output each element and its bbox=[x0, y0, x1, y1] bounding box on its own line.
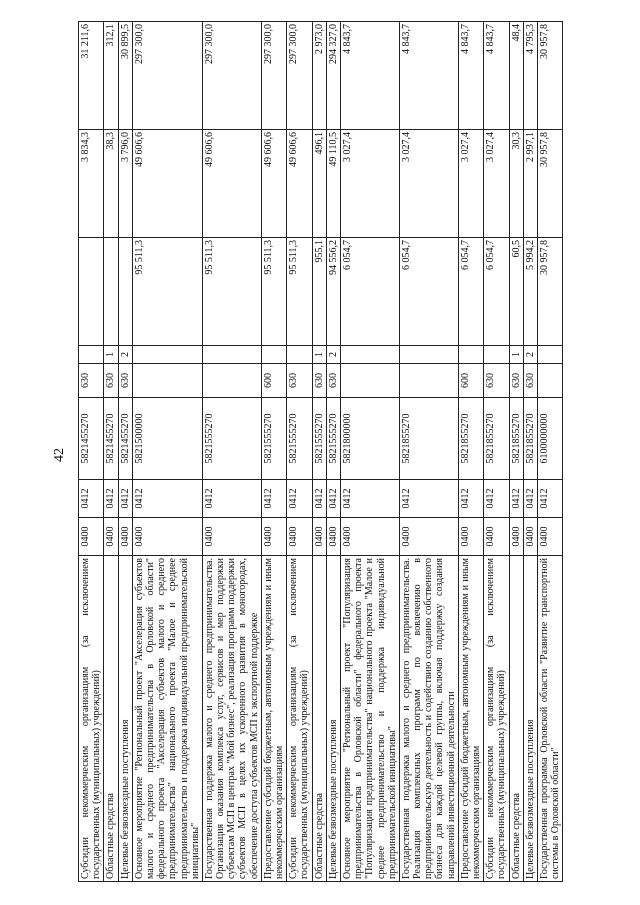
amount-year1-cell: 60,5 bbox=[509, 238, 523, 346]
expense-type-cell bbox=[132, 364, 202, 398]
row-name-cell: Предоставление субсидий бюджетным, автономным учреждениям и иным некоммерческим организациям bbox=[261, 556, 286, 882]
funding-source-cell bbox=[484, 346, 509, 364]
budget-table bbox=[78, 21, 563, 882]
target-article-cell: 5821455270 bbox=[79, 398, 104, 480]
section-code-cell: 0400 bbox=[523, 518, 537, 556]
expense-type-cell bbox=[399, 364, 458, 398]
amount-year2-cell: 3 796,0 bbox=[118, 130, 132, 238]
amount-year1-cell: 6 054,7 bbox=[484, 238, 509, 346]
amount-year2-cell: 2 997,1 bbox=[523, 130, 537, 238]
amount-year1-cell: 5 994,2 bbox=[523, 238, 537, 346]
subsection-code-cell: 0412 bbox=[312, 480, 326, 518]
table-row bbox=[79, 22, 104, 882]
row-name-cell: Субсидии некоммерческим организациям (за исключением государственных (муниципальных) учреждений) bbox=[287, 556, 312, 882]
amount-year1-cell: 6 054,7 bbox=[458, 238, 483, 346]
section-code-cell: 0400 bbox=[79, 518, 104, 556]
section-code-cell: 0400 bbox=[261, 518, 286, 556]
section-code-cell: 0400 bbox=[458, 518, 483, 556]
subsection-code-cell: 0412 bbox=[458, 480, 483, 518]
target-article-cell: 5821455270 bbox=[118, 398, 132, 480]
table-row bbox=[509, 22, 523, 882]
funding-source-cell bbox=[340, 346, 399, 364]
funding-source-cell bbox=[132, 346, 202, 364]
funding-source-cell bbox=[458, 346, 483, 364]
amount-year3-cell: 4 843,7 bbox=[340, 22, 399, 130]
section-code-cell: 0400 bbox=[537, 518, 562, 556]
amount-year3-cell: 297 300,0 bbox=[202, 22, 261, 130]
target-article-cell: 5821555270 bbox=[202, 398, 261, 480]
row-name-cell: Областные средства bbox=[509, 556, 523, 882]
row-name-cell: Целевые безвозмездные поступления bbox=[326, 556, 340, 882]
funding-source-cell bbox=[79, 346, 104, 364]
section-code-cell: 0400 bbox=[104, 518, 118, 556]
subsection-code-cell: 0412 bbox=[261, 480, 286, 518]
section-code-cell: 0400 bbox=[340, 518, 399, 556]
table-row bbox=[484, 22, 509, 882]
table-row bbox=[118, 22, 132, 882]
amount-year3-cell: 4 843,7 bbox=[458, 22, 483, 130]
expense-type-cell: 630 bbox=[118, 364, 132, 398]
section-code-cell: 0400 bbox=[509, 518, 523, 556]
amount-year1-cell: 6 054,7 bbox=[340, 238, 399, 346]
expense-type-cell: 600 bbox=[458, 364, 483, 398]
funding-source-cell: 1 bbox=[104, 346, 118, 364]
amount-year2-cell: 49 110,5 bbox=[326, 130, 340, 238]
table-row bbox=[312, 22, 326, 882]
table-row bbox=[399, 22, 458, 882]
target-article-cell: 5821500000 bbox=[132, 398, 202, 480]
table-row bbox=[326, 22, 340, 882]
subsection-code-cell: 0412 bbox=[202, 480, 261, 518]
amount-year3-cell: 294 327,0 bbox=[326, 22, 340, 130]
funding-source-cell bbox=[287, 346, 312, 364]
amount-year1-cell: 30 957,8 bbox=[537, 238, 562, 346]
amount-year2-cell: 49 606,6 bbox=[287, 130, 312, 238]
section-code-cell: 0400 bbox=[118, 518, 132, 556]
amount-year1-cell bbox=[118, 238, 132, 346]
expense-type-cell: 630 bbox=[312, 364, 326, 398]
row-name-cell: Областные средства bbox=[312, 556, 326, 882]
amount-year2-cell: 49 606,6 bbox=[202, 130, 261, 238]
expense-type-cell: 630 bbox=[484, 364, 509, 398]
section-code-cell: 0400 bbox=[326, 518, 340, 556]
section-code-cell: 0400 bbox=[484, 518, 509, 556]
amount-year2-cell: 30 957,8 bbox=[537, 130, 562, 238]
expense-type-cell: 630 bbox=[104, 364, 118, 398]
amount-year2-cell: 49 606,6 bbox=[132, 130, 202, 238]
table-row bbox=[261, 22, 286, 882]
target-article-cell: 5821855270 bbox=[399, 398, 458, 480]
target-article-cell: 5821800000 bbox=[340, 398, 399, 480]
section-code-cell: 0400 bbox=[399, 518, 458, 556]
expense-type-cell: 630 bbox=[79, 364, 104, 398]
expense-type-cell bbox=[202, 364, 261, 398]
amount-year2-cell: 3 027,4 bbox=[399, 130, 458, 238]
funding-source-cell: 1 bbox=[312, 346, 326, 364]
amount-year3-cell: 48,4 bbox=[509, 22, 523, 130]
target-article-cell: 5821855270 bbox=[523, 398, 537, 480]
funding-source-cell: 1 bbox=[509, 346, 523, 364]
target-article-cell: 6100000000 bbox=[537, 398, 562, 480]
target-article-cell: 5821555270 bbox=[326, 398, 340, 480]
row-name-cell: Предоставление субсидий бюджетным, автономным учреждениям и иным некоммерческим организациям bbox=[458, 556, 483, 882]
row-name-cell: Целевые безвозмездные поступления bbox=[523, 556, 537, 882]
amount-year3-cell: 297 300,0 bbox=[261, 22, 286, 130]
table-row bbox=[287, 22, 312, 882]
amount-year1-cell: 95 511,3 bbox=[132, 238, 202, 346]
table-row bbox=[202, 22, 261, 882]
amount-year3-cell: 297 300,0 bbox=[132, 22, 202, 130]
section-code-cell: 0400 bbox=[312, 518, 326, 556]
amount-year1-cell: 95 511,3 bbox=[202, 238, 261, 346]
subsection-code-cell: 0412 bbox=[537, 480, 562, 518]
table-row bbox=[340, 22, 399, 882]
expense-type-cell: 630 bbox=[287, 364, 312, 398]
row-name-cell: Основное мероприятие "Региональный проект "Популяризация предпринимательства в Орловской области" федерального проекта "Популяризация предпринимательства" национального проекта "Малое и среднее предпринимательство и поддержка индивидуальной предпринимательской инициативы" bbox=[340, 556, 399, 882]
row-name-cell: Государственная поддержка малого и среднего предпринимательства. Реализация комплексных программ по вовлечению в предпринимательскую деятельность и содействию созданию собственного бизнеса для каждой целевой группы, включая поддержку создания направлений инвестиционной деятельности bbox=[399, 556, 458, 882]
amount-year2-cell: 3 834,3 bbox=[79, 130, 104, 238]
funding-source-cell bbox=[537, 346, 562, 364]
amount-year1-cell: 6 054,7 bbox=[399, 238, 458, 346]
funding-source-cell: 2 bbox=[118, 346, 132, 364]
funding-source-cell: 2 bbox=[523, 346, 537, 364]
amount-year3-cell: 30 957,8 bbox=[537, 22, 562, 130]
amount-year3-cell: 4 843,7 bbox=[484, 22, 509, 130]
section-code-cell: 0400 bbox=[132, 518, 202, 556]
expense-type-cell: 630 bbox=[523, 364, 537, 398]
page-number: 42 bbox=[52, 448, 67, 462]
amount-year1-cell: 94 556,2 bbox=[326, 238, 340, 346]
row-name-cell: Государственная программа Орловской области "Развитие транспортной системы в Орловской области" bbox=[537, 556, 562, 882]
subsection-code-cell: 0412 bbox=[399, 480, 458, 518]
row-name-cell: Субсидии некоммерческим организациям (за исключением государственных (муниципальных) учреждений) bbox=[484, 556, 509, 882]
amount-year1-cell: 95 511,3 bbox=[261, 238, 286, 346]
subsection-code-cell: 0412 bbox=[104, 480, 118, 518]
row-name-cell: Основное мероприятие "Региональный проект "Акселерация субъектов малого и среднего предпринимательства в Орловской области" федерального проекта "Акселерация субъектов малого и среднего предпринимательства" национального проекта "Малое и среднее предпринимательство и поддержка индивидуальной предпринимательской инициативы" bbox=[132, 556, 202, 882]
expense-type-cell: 630 bbox=[509, 364, 523, 398]
amount-year2-cell: 496,1 bbox=[312, 130, 326, 238]
row-name-cell: Целевые безвозмездные поступления bbox=[118, 556, 132, 882]
target-article-cell: 5821855270 bbox=[509, 398, 523, 480]
target-article-cell: 5821555270 bbox=[287, 398, 312, 480]
subsection-code-cell: 0412 bbox=[484, 480, 509, 518]
amount-year1-cell: 95 511,3 bbox=[287, 238, 312, 346]
table-row bbox=[132, 22, 202, 882]
row-name-cell: Субсидии некоммерческим организациям (за исключением государственных (муниципальных) учреждений) bbox=[79, 556, 104, 882]
amount-year2-cell: 3 027,4 bbox=[458, 130, 483, 238]
subsection-code-cell: 0412 bbox=[509, 480, 523, 518]
subsection-code-cell: 0412 bbox=[326, 480, 340, 518]
amount-year1-cell bbox=[79, 238, 104, 346]
table-body bbox=[79, 22, 563, 882]
table-row bbox=[523, 22, 537, 882]
amount-year3-cell: 312,1 bbox=[104, 22, 118, 130]
row-name-cell: Государственная поддержка малого и среднего предпринимательства. Организация оказания комплекса услуг, сервисов и мер поддержки субъектам МСП в центрах "Мой бизнес", реализация программ поддержки субъектов МСП в целях их ускоренного развития в моногородах, обеспечение доступа субъектов МСП к экспортной поддержке bbox=[202, 556, 261, 882]
subsection-code-cell: 0412 bbox=[118, 480, 132, 518]
target-article-cell: 5821455270 bbox=[104, 398, 118, 480]
amount-year3-cell: 31 211,6 bbox=[79, 22, 104, 130]
target-article-cell: 5821555270 bbox=[312, 398, 326, 480]
amount-year1-cell: 955,1 bbox=[312, 238, 326, 346]
expense-type-cell bbox=[537, 364, 562, 398]
table-row bbox=[537, 22, 562, 882]
target-article-cell: 5821555270 bbox=[261, 398, 286, 480]
amount-year3-cell: 4 843,7 bbox=[399, 22, 458, 130]
amount-year3-cell: 4 795,3 bbox=[523, 22, 537, 130]
subsection-code-cell: 0412 bbox=[132, 480, 202, 518]
section-code-cell: 0400 bbox=[287, 518, 312, 556]
target-article-cell: 5821855270 bbox=[484, 398, 509, 480]
amount-year1-cell bbox=[104, 238, 118, 346]
row-name-cell: Областные средства bbox=[104, 556, 118, 882]
expense-type-cell: 630 bbox=[326, 364, 340, 398]
funding-source-cell: 2 bbox=[326, 346, 340, 364]
amount-year3-cell: 297 300,0 bbox=[287, 22, 312, 130]
subsection-code-cell: 0412 bbox=[340, 480, 399, 518]
table-row bbox=[458, 22, 483, 882]
amount-year3-cell: 2 973,0 bbox=[312, 22, 326, 130]
funding-source-cell bbox=[202, 346, 261, 364]
funding-source-cell bbox=[261, 346, 286, 364]
expense-type-cell bbox=[340, 364, 399, 398]
expense-type-cell: 600 bbox=[261, 364, 286, 398]
amount-year2-cell: 3 027,4 bbox=[340, 130, 399, 238]
section-code-cell: 0400 bbox=[202, 518, 261, 556]
amount-year2-cell: 30,3 bbox=[509, 130, 523, 238]
budget-table-page bbox=[78, 22, 593, 882]
table-row bbox=[104, 22, 118, 882]
subsection-code-cell: 0412 bbox=[79, 480, 104, 518]
amount-year3-cell: 30 899,5 bbox=[118, 22, 132, 130]
subsection-code-cell: 0412 bbox=[523, 480, 537, 518]
amount-year2-cell: 3 027,4 bbox=[484, 130, 509, 238]
amount-year2-cell: 38,3 bbox=[104, 130, 118, 238]
amount-year2-cell: 49 606,6 bbox=[261, 130, 286, 238]
funding-source-cell bbox=[399, 346, 458, 364]
target-article-cell: 5821855270 bbox=[458, 398, 483, 480]
subsection-code-cell: 0412 bbox=[287, 480, 312, 518]
